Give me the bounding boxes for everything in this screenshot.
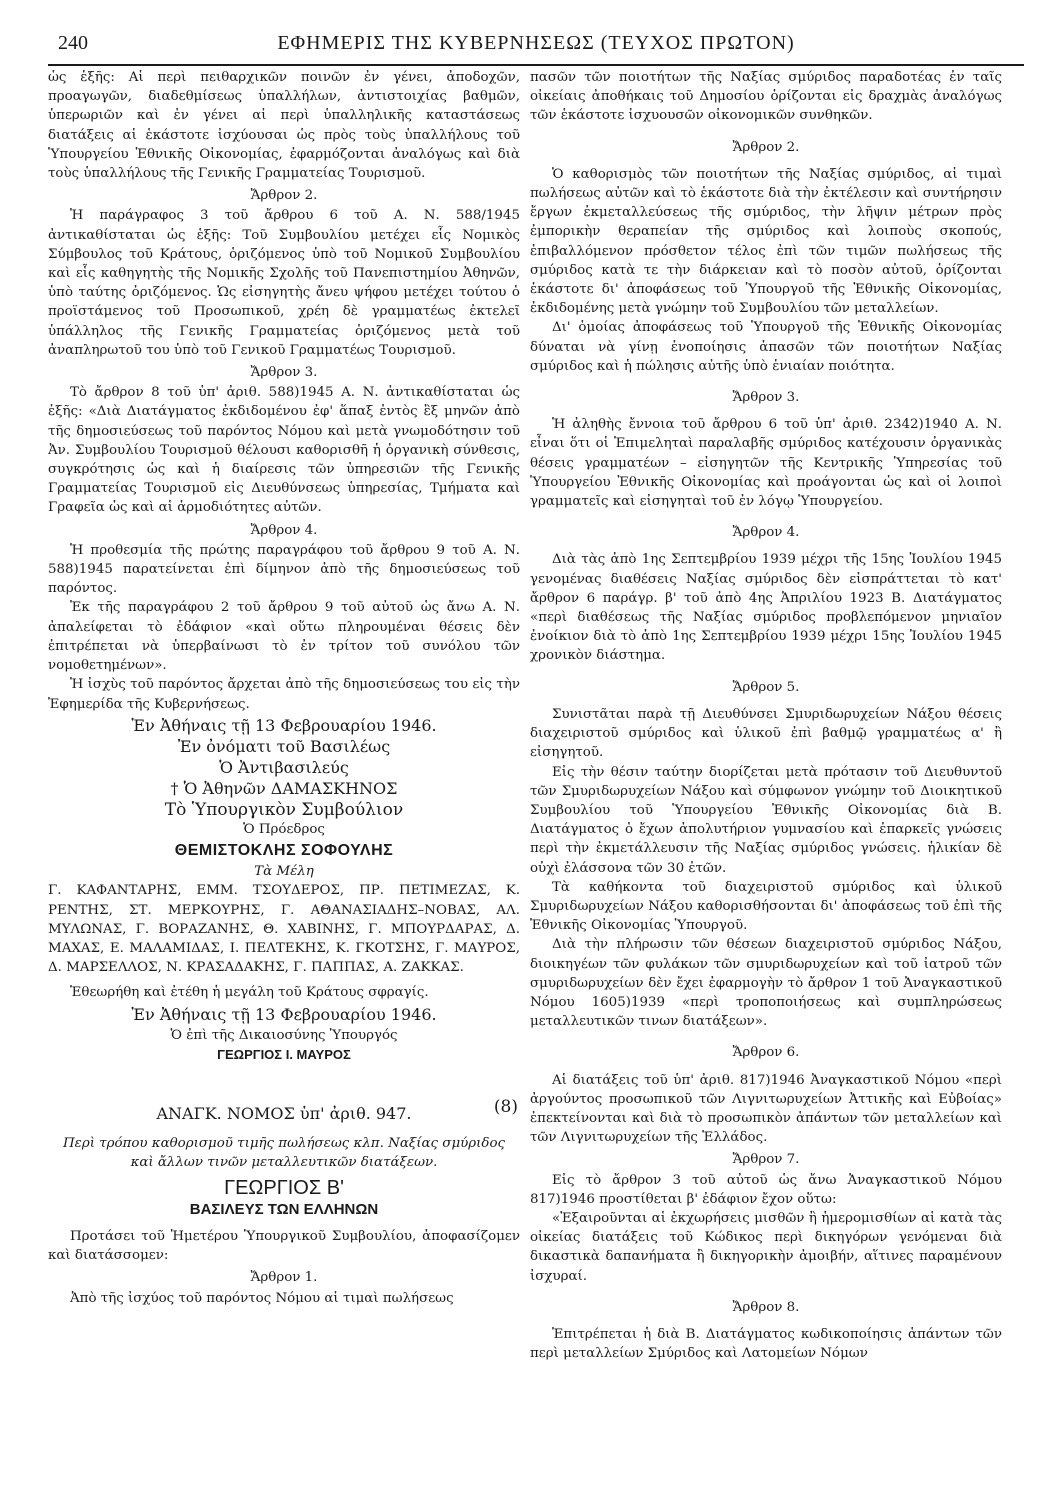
king-name: ΓΕΩΡΓΙΟΣ Β' [224,1176,344,1199]
king-title: ΒΑΣΙΛΕΥΣ ΤΩΝ ΕΛΛΗΝΩΝ [189,1200,379,1218]
paragraph: Συνιστᾶται παρὰ τῇ Διευθύνσει Σμυριδωρυχείων Νάξου θέσεις διαχειριστοῦ σμύριδος καὶ ὑλικοῦ ἐπὶ βαθμῷ γραμματέως α' ἢ εἰσηγητοῦ. [530,706,1002,761]
signature-line: Ὁ Ἀντιβασιλεύς [219,758,349,778]
cabinet-members: Γ. ΚΑΦΑΝΤΑΡΗΣ, ΕΜΜ. ΤΣΟΥΔΕΡΟΣ, ΠΡ. ΠΕΤΙΜΕΖΑΣ, Κ. ΡΕΝΤΗΣ, ΣΤ. ΜΕΡΚΟΥΡΗΣ, Γ. ΑΘΑΝΑΣΙΑΔΗΣ–ΝΟΒΑΣ, ΑΛ. ΜΥΛΩΝΑΣ, Γ. ΒΟΡΑΖΑΝΗΣ, Θ. ΧΑΒΙΝΗΣ, Γ. ΜΠΟΥΡΔΑΡΑΣ, Δ. ΜΑΧΑΣ, Ε. ΜΑΛΑΜΙΔΑΣ, Ι. ΠΕΛΤΕΚΗΣ, Κ. ΓΚΟΤΣΗΣ, Γ. ΜΑΥΡΟΣ, Δ. ΜΑΡΣΕΛΛΟΣ, Ν. ΚΡΑΣΑΔΑΚΗΣ, Γ. ΠΑΠΠΑΣ, Α. ΖΑΚΚΑΣ. [48,883,520,976]
article-heading: Ἄρθρον 2. [250,188,318,204]
left-column [48,68,520,1488]
paragraph: Διὰ τὴν πλήρωσιν τῶν θέσεων διαχειριστοῦ σμύριδος Νάξου, διοικηγέων τῶν φυλάκων τῶν σμυριδωρυχείων καὶ τοῦ ἰατροῦ τῶν σμυριδωρυχείων δὲν ἔχει ἐφαρμογὴν τὸ ἄρθρον 1 τοῦ Ἀναγκαστικοῦ Νόμου 1605)1939 «περὶ τροποποιήσεως καὶ συμπληρώσεως μεταλλευτικῶν τινων διατάξεων». [530,937,1002,1030]
article-heading: Ἄρθρον 7. [732,1152,800,1168]
date-line: Ἐν Ἀθήναις τῇ 13 Φεβρουαρίου 1946. [131,715,437,735]
paragraph: Αἱ διατάξεις τοῦ ὑπ' ἀριθ. 817)1946 Ἀναγκαστικοῦ Νόμου «περὶ ἀργούντος προσωπικοῦ τῶν Λιγνιτωρυχείων Ἀττικῆς καὶ Εὐβοίας» ἐπεκτείνονται καὶ διὰ τὸ προσωπικὸν ἁπάντων τῶν μεταλλείων καὶ τῶν Λιγνιτωρυχείων τῆς Ἑλλάδος. [530,1072,1002,1146]
article-heading: Ἄρθρον 8. [732,1299,800,1315]
paragraph: πασῶν τῶν ποιοτήτων τῆς Ναξίας σμύριδος παραδοτέας ἐν ταῖς οἰκείαις ἀποθήκαις τοῦ Δημοσίου ὁρίζονται εἰς δραχμὰς ἀναλόγως τῶν ἑκάστοτε ἰσχυουσῶν οἰκονομικῶν συνθηκῶν. [530,70,1002,124]
paragraph: Ὁ καθορισμὸς τῶν ποιοτήτων τῆς Ναξίας σμύριδος, αἱ τιμαὶ πωλήσεως αὐτῶν καὶ τὸ ἑκάστοτε διὰ τὴν ἐκτέλεσιν καὶ συντήρησιν ἔργων ἐκμεταλλεύσεως τῆς σμύριδος, τὴν λῆψιν μέτρων πρὸς ἐμπορικὴν θεραπείαν τῆς σμύριδος καὶ λοιποὺς σκοπούς, ἐπιβαλλόμενον πρόσθετον τέλος ἐπὶ τῶν τιμῶν πωλήσεως τῆς σμύριδος κατὰ τε τὴν διάρκειαν καὶ τὸ ποσὸν αὐτοῦ, ὁρίζονται ἑκάστοτε δι' ἀποφάσεως τοῦ Ὑπουργοῦ τῆς Ἐθνικῆς Οἰκονομίας, ἐκδιδομένης μετὰ γνώμην τοῦ Συμβουλίου τῶν μεταλλείων. [530,166,1002,317]
seal-note: Ἐθεωρήθη καὶ ἐτέθη ἡ μεγάλη τοῦ Κράτους σφραγίς. [70,985,429,1001]
article-heading: Ἄρθρον 6. [732,1045,800,1061]
president-name: ΘΕΜΙΣΤΟΚΛΗΣ ΣΟΦΟΥΛΗΣ [174,841,394,859]
paragraph: Εἰς τὴν θέσιν ταύτην διορίζεται μετὰ πρότασιν τοῦ Διευθυντοῦ τῶν Σμυριδωρυχείων Νάξου καὶ σύμφωνον γνώμην τοῦ Διοικητικοῦ Συμβουλίου τοῦ Ὑπουργείου Ἐθνικῆς Οἰκονομίας διὰ Β. Διατάγματος ὁ ἔχων ἀπολυτήριον γυμνασίου καὶ ἐπαρκεῖς γνώσεις περὶ τὴν ἐκμετάλλευσιν τῆς Ναξίας σμύριδος γνώσεις. ἡλικίαν δὲ οὐχὶ ἐλάσσονα τῶν 30 ἐτῶν. [530,764,1002,876]
article-heading: Ἄρθρον 4. [250,522,318,538]
paragraph: Ἡ ἰσχὺς τοῦ παρόντος ἄρχεται ἀπὸ τῆς δημοσιεύσεως του εἰς τὴν Ἐφημερίδα τῆς Κυβερνήσεως. [48,677,520,712]
paragraph: Ἐπιτρέπεται ἡ διὰ Β. Διατάγματος κωδικοποίησις ἁπάντων τῶν περὶ μεταλλείων Σμύριδος καὶ Λατομείων Νόμων [530,1326,1002,1362]
article-heading: Ἄρθρον 3. [250,365,318,381]
date-line: Ἐν Ἀθήναις τῇ 13 Φεβρουαρίου 1946. [131,1004,437,1024]
right-column [530,68,1002,1488]
article-heading: Ἄρθρον 2. [732,139,800,155]
paragraph: Διὰ τὰς ἀπὸ 1ης Σεπτεμβρίου 1939 μέχρι τῆς 15ης Ἰουλίου 1945 γενομένας διαθέσεις Ναξίας σμύριδος δὲν εἰσπράττεται τὸ κατ' ἄρθρον 6 παράγρ. β' τοῦ ἀπὸ 4ης Ἀπριλίου 1923 Β. Διατάγματος «περὶ διαθέσεως τῆς Ναξίας σμύριδος προβλεπόμενον μηνιαῖον ἐνοίκιον διὰ τὸ ἀπὸ 1ης Σεπτεμβρίου 1939 μέχρι 15ης Ἰουλίου 1945 χρονικὸν διάστημα. [530,552,1002,664]
article-heading: Ἄρθρον 5. [732,679,800,695]
paragraph: Ἡ προθεσμία τῆς πρώτης παραγράφου τοῦ ἄρθρου 9 τοῦ Α. Ν. 588)1945 παρατείνεται ἐπὶ δίμηνον ἀπὸ τῆς δημοσιεύσεως τοῦ παρόντος. [48,542,520,597]
article-heading: Ἄρθρον 3. [732,390,800,406]
signature-line: Ἐν ὀνόματι τοῦ Βασιλέως [177,736,391,756]
law-heading: ΑΝΑΓΚ. ΝΟΜΟΣ ὑπ' ἀριθ. 947. [156,1104,412,1124]
law-title: Περὶ τρόπου καθορισμοῦ τιμῆς πωλήσεως κλπ. Ναξίας σμύριδος καὶ ἄλλων τινῶν μεταλλευτικῶν διατάξεων. [62,1136,506,1171]
gazette-title: ΕΦΗΜΕΡΙΣ ΤΗΣ ΚΥΒΕΡΝΗΣΕΩΣ (ΤΕΥΧΟΣ ΠΡΩΤΟΝ) [277,32,795,54]
paragraph: Ἡ ἀληθὴς ἔννοια τοῦ ἄρθρου 6 τοῦ ὑπ' ἀριθ. 2342)1940 Α. Ν. εἶναι ὅτι οἱ Ἐπιμεληταὶ παραλαβῆς σμύριδος κατέχουσιν ὀργανικὰς θέσεις γραμματέων – εἰσηγητῶν τῆς Κεντρικῆς Ὑπηρεσίας τοῦ Ὑπουργείου Ἐθνικῆς Οἰκονομίας καὶ προάγονται ὡς καὶ οἱ λοιποὶ γραμματεῖς καὶ εἰσηγηταὶ τοῦ ἐν λόγῳ Ὑπουργείου. [530,417,1002,510]
paragraph: Εἰς τὸ ἄρθρον 3 τοῦ αὐτοῦ ὡς ἄνω Ἀναγκαστικοῦ Νόμου 817)1946 προστίθεται β' ἐδάφιον ἔχον οὕτω: [530,1172,1002,1207]
article-heading: Ἄρθρον 4. [732,525,800,541]
paragraph: Προτάσει τοῦ Ἡμετέρου Ὑπουργικοῦ Συμβουλίου, ἀποφασίζομεν καὶ διατάσσομεν: [48,1228,520,1264]
page-number: 240 [58,32,88,54]
law-sequence-number: (8) [493,1097,518,1118]
law-heading-block [48,1097,520,1132]
paragraph: Τὸ ἄρθρον 8 τοῦ ὑπ' ἀριθ. 588)1945 Α. Ν. ἀντικαθίσταται ὡς ἑξῆς: «Διὰ Διατάγματος ἐκδιδομένου ἐφ' ἅπαξ ἐντὸς ἓξ μηνῶν ἀπὸ τῆς δημοσιεύσεως τοῦ παρόντος Νόμου καὶ μετὰ γνωμοδότησιν τοῦ Ἀν. Συμβουλίου Τουρισμοῦ θέλουσι καθορισθῆ ἡ ὀργανικὴ σύνθεσις, συγκρότησις ὡς καὶ ἡ διαίρεσις τῶν ὑπηρεσιῶν τῆς Γενικῆς Γραμματείας Τουρισμοῦ εἰς Διευθύνσεως ὑπηρεσίας, Τμήματα καὶ Γραφεῖα ὡς καὶ αἱ ἁρμοδιότητες αὐτῶν. [48,385,520,516]
paragraph: Δι' ὁμοίας ἀποφάσεως τοῦ Ὑπουργοῦ τῆς Ἐθνικῆς Οἰκονομίας δύναται νὰ γίνῃ ἑνοποίησις ἁπασῶν τῶν ποιοτήτων Ναξίας σμύριδος καὶ ἡ πώλησις αὐτῆς ὑπὸ ἑνιαίαν ποιότητα. [530,320,1002,374]
paragraph: ὡς ἑξῆς: Αἱ περὶ πειθαρχικῶν ποινῶν ἐν γένει, ἀποδοχῶν, προαγωγῶν, διαδεθμίσεως ὑπαλλήλων, ἀντιστοιχίας βαθμῶν, ὑπερωριῶν καὶ ἐν γένει αἱ περὶ ὑπαλληλικῆς καταστάσεως διατάξεις αἱ ἑκάστοτε ἰσχύουσαι ὡς πρὸς τοὺς ὑπαλλήλους τοῦ Ὑπουργείου Ἐθνικῆς Οἰκονομίας, ἐφαρμόζονται ἀναλόγως καὶ διὰ τοὺς ὑπαλλήλους τῆς Γενικῆς Γραμματείας Τουρισμοῦ. [48,70,520,182]
paragraph: Ἡ παράγραφος 3 τοῦ ἄρθρου 6 τοῦ Α. Ν. 588/1945 ἀντικαθίσταται ὡς ἑξῆς: Τοῦ Συμβουλίου μετέχει εἷς Νομικὸς Σύμβουλος τοῦ Κράτους, ὁριζόμενος ὑπὸ τοῦ Νομικοῦ Συμβουλίου καὶ εἷς καθηγητὴς τῆς Νομικῆς Σχολῆς τοῦ Πανεπιστημίου Ἀθηνῶν, ὑπὸ ταύτης ὁριζόμενος. Ὡς εἰσηγητὴς ἄνευ ψήφου μετέχει τούτου ὁ προϊστάμενος τοῦ Προσωπικοῦ, χρέη δὲ γραμματέως ἐκτελεῖ ὑπάλληλος τῆς Γενικῆς Γραμματείας ὁριζόμενος μετὰ τοῦ ἀναπληρωτοῦ του ὑπὸ τοῦ Γενικοῦ Γραμματέως Τουρισμοῦ. [48,208,520,358]
paragraph: Ἐκ τῆς παραγράφου 2 τοῦ ἄρθρου 9 τοῦ αὐτοῦ ὡς ἄνω Α. Ν. ἀπαλείφεται τὸ ἐδάφιον «καὶ οὕτω πληρουμέναι θέσεις δὲν ἐπιτρέπεται νὰ ὑπερβαίνωσι τὸ ἐν τρίτον τοῦ συνόλου τῶν νομοθετημένων». [48,600,520,674]
paragraph: Τὰ καθήκοντα τοῦ διαχειριστοῦ σμύριδος καὶ ὑλικοῦ Σμυριδωρυχείων Νάξου καθορισθήσονται δι' ἀποφάσεως τοῦ ἐπὶ τῆς Ἐθνικῆς Οἰκονομίας Ὑπουργοῦ. [530,879,1002,934]
signature-line: † Ὁ Ἀθηνῶν ΔΑΜΑΣΚΗΝΟΣ [170,779,398,799]
paragraph: «Ἐξαιροῦνται αἱ ἐκχωρήσεις μισθῶν ἢ ἡμερομισθίων αἱ κατὰ τὰς οἰκείας διατάξεις τοῦ Κώδικος περὶ δικηγόρων γενόμεναι διὰ δικαστικὰ δαπανήματα ἢ δικηγορικὴν ἀμοιβήν, αἵτινες παραμένουν ἰσχυραί. [530,1210,1002,1284]
signature-line: Τὸ Ὑπουργικὸν Συμβούλιον [164,799,404,820]
signature-line: Τὰ Μέλη [254,864,314,880]
signature-line: Ὁ Πρόεδρος [243,821,325,837]
page-header [48,30,1024,66]
minister-title: Ὁ ἐπὶ τῆς Δικαιοσύνης Ὑπουργός [170,1027,398,1043]
minister-name: ΓΕΩΡΓΙΟΣ Ι. ΜΑΥΡΟΣ [217,1046,351,1062]
paragraph: Ἀπὸ τῆς ἰσχύος τοῦ παρόντος Νόμου αἱ τιμαὶ πωλήσεως [70,1290,454,1306]
article-heading: Ἄρθρον 1. [250,1270,318,1286]
